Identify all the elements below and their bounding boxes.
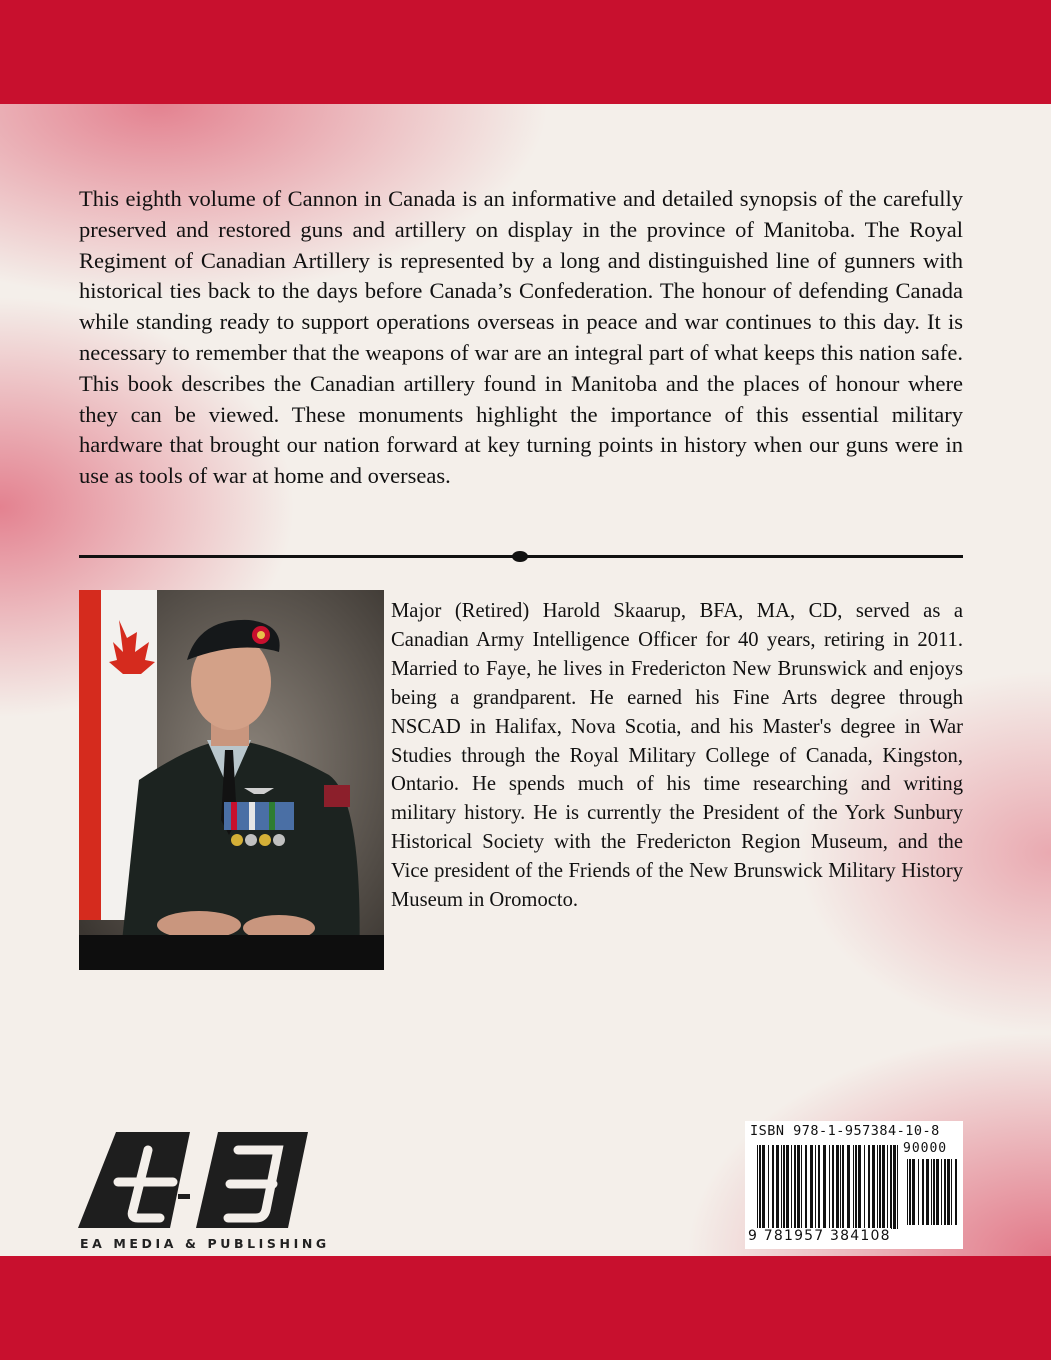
barcode-bar (840, 1145, 841, 1229)
barcode-bar (872, 1145, 875, 1229)
barcode-bar (955, 1159, 957, 1225)
barcode-bar (794, 1145, 796, 1229)
author-biography: Major (Retired) Harold Skaarup, BFA, MA, CD, served as a Canadian Army Intelligence Officer for 40 years, retiring in 2011. Married to Faye, he lives in Fredericton New Brunswick and enjoys being a grandparent. He earned his Fine Arts degree through NSCAD in Halifax, Nova Scotia, and his Master's degree in War Studies through the Royal Military College of Canada, Kingston, Ontario. He spends much of his time researching and writing military history. He is currently the President of the York Sunbury Historical Society with the Fredericton Region Museum, and the Vice president of the Friends of the New Brunswick Military History Museum in Oromocto. (391, 600, 963, 912)
barcode-bar (926, 1159, 929, 1225)
barcode-bar (941, 1159, 942, 1225)
top-red-band (0, 0, 1051, 104)
barcode-bar (762, 1145, 765, 1229)
barcode-bar (768, 1145, 769, 1229)
barcode-bar (912, 1159, 915, 1225)
barcode-bar (791, 1145, 792, 1229)
barcode-bar (829, 1145, 830, 1229)
barcode-bar (931, 1159, 932, 1225)
barcode-bar (864, 1145, 865, 1229)
barcode-bar (890, 1145, 892, 1229)
isbn-label: ISBN 978-1-957384-10-8 (750, 1123, 940, 1139)
ean-number: 9 781957 384108 (748, 1228, 891, 1244)
barcode-bar (786, 1145, 789, 1229)
barcode-bar (922, 1159, 924, 1225)
barcode-bar (855, 1145, 857, 1229)
barcode-bar (805, 1145, 807, 1229)
barcode-bar (772, 1145, 774, 1229)
barcode-bar (818, 1145, 820, 1229)
barcode-bar (951, 1159, 952, 1225)
barcode-bar (810, 1145, 813, 1229)
barcode-bar (893, 1145, 896, 1229)
addon-code: 90000 (903, 1141, 948, 1156)
barcode-bar (797, 1145, 800, 1229)
barcode-bar (887, 1145, 888, 1229)
book-description: This eighth volume of Cannon in Canada is an informative and detailed synopsis of the carefully preserved and restored guns and artillery on display in the province of Manitoba. The Royal Regiment of Canadian Artillery is represented by a long and distinguished line of gunners with historical ties back to the days before Canada’s Confederation. The honour of defending Canada while standing ready to support operations overseas in peace and war continues to this day. It is necessary to remember that the weapons of war are an integral part of what keeps this nation safe. This book describes the Canadian artillery found in Manitoba and the places of honour where they can be viewed. These monuments highlight the importance of this essential military hardware that brought our nation forward at key turning points in history when our guns were in use as tools of war at home and overseas. (79, 186, 963, 489)
barcode-bar (823, 1145, 826, 1229)
barcode-bar (936, 1159, 939, 1225)
barcode-bar (918, 1159, 919, 1225)
barcode-bar (933, 1159, 935, 1225)
barcode-bar (815, 1145, 816, 1229)
barcode-bar (776, 1145, 779, 1229)
barcode-bar (757, 1145, 758, 1229)
barcode-bar (868, 1145, 870, 1229)
barcode-bar (783, 1145, 785, 1229)
barcode-bar (944, 1159, 946, 1225)
barcode-bar (909, 1159, 911, 1225)
author-portrait (79, 590, 384, 970)
barcode-bar (947, 1159, 950, 1225)
barcode-bar (759, 1145, 761, 1229)
barcode-bar (877, 1145, 878, 1229)
barcode-bar (832, 1145, 834, 1229)
barcode-bar (801, 1145, 802, 1229)
barcode-bar (853, 1145, 854, 1229)
barcode-bar (907, 1159, 908, 1225)
publisher-name: EA MEDIA & PUBLISHING (80, 1236, 330, 1251)
publisher-logo (78, 1132, 308, 1252)
isbn-barcode (745, 1121, 963, 1249)
divider-ornament (512, 551, 528, 562)
bottom-red-band (0, 1256, 1051, 1360)
barcode-bar (897, 1145, 898, 1229)
barcode-bar (781, 1145, 782, 1229)
barcode-bar (842, 1145, 844, 1229)
barcode-bar (847, 1145, 850, 1229)
barcode-bar (836, 1145, 839, 1229)
addon-barcode-bars (907, 1159, 959, 1225)
ean-barcode-bars (757, 1145, 901, 1229)
barcode-bar (879, 1145, 881, 1229)
barcode-bar (858, 1145, 861, 1229)
barcode-bar (882, 1145, 885, 1229)
